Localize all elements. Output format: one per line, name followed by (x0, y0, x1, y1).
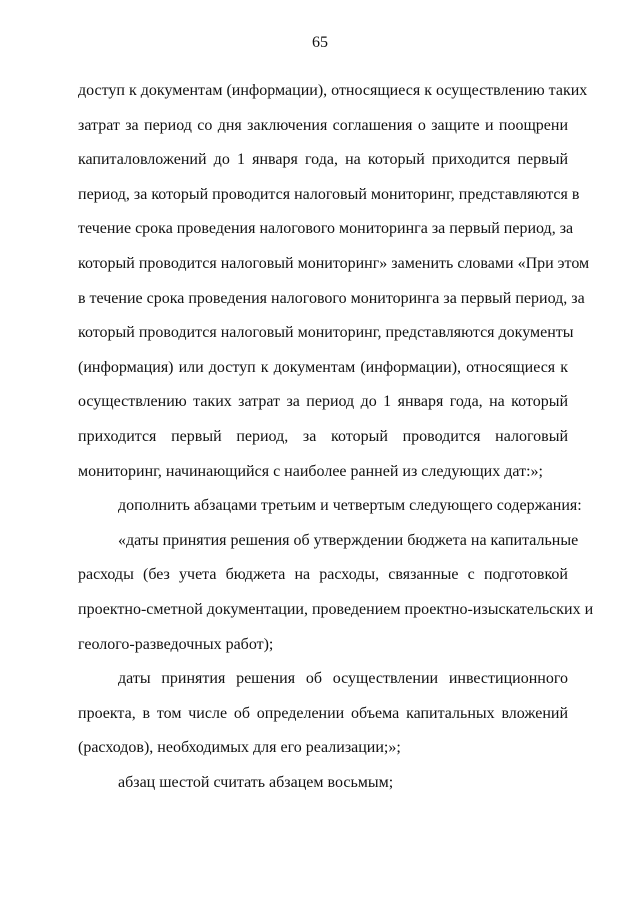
text-line: который проводится налоговый мониторинг, представляются документы (78, 324, 574, 342)
text-line: (информация) или доступ к документам (информации), относящиеся к (78, 358, 568, 376)
text-line: капиталовложений до 1 января года, на который приходится первый (78, 151, 568, 169)
text-line: осуществлению таких затрат за период до 1 января года, на который (78, 393, 568, 411)
text-line: доступ к документам (информации), относящиеся к осуществлению таких (78, 82, 588, 99)
text-line: течение срока проведения налогового мониторинга за первый период, за (78, 220, 574, 238)
text-line: абзац шестой считать абзацем восьмым; (118, 773, 394, 791)
text-line: расходы (без учета бюджета на расходы, связанные с подготовкой (78, 566, 568, 584)
paragraph-4 (78, 662, 568, 766)
text-line: приходится первый период, за который проводится налоговый (78, 427, 568, 445)
text-line: даты принятия решения об осуществлении инвестиционного (118, 670, 568, 688)
paragraph-5 (78, 766, 568, 801)
text-line: проектно-сметной документации, проведением проектно-изыскательских и (78, 600, 594, 618)
text-line: мониторинг, начинающийся с наиболее ранней из следующих дат:»; (78, 462, 543, 480)
text-line: период, за который проводится налоговый мониторинг, представляются в (78, 185, 580, 203)
text-line: (расходов), необходимых для его реализации;»; (78, 739, 401, 757)
text-line: затрат за период со дня заключения соглашения о защите и поощрени (78, 116, 568, 134)
paragraph-2 (78, 489, 582, 524)
document-body (78, 74, 594, 800)
text-line: который проводится налоговый мониторинг» заменить словами «При этом (78, 254, 590, 272)
paragraph-1 (78, 74, 590, 489)
page-number: 65 (312, 34, 328, 51)
text-line: в течение срока проведения налогового мониторинга за первый период, за (78, 289, 585, 307)
text-line: проекта, в том числе об определении объема капитальных вложений (78, 704, 568, 722)
text-line: геолого-разведочных работ); (78, 635, 274, 653)
text-line: «даты принятия решения об утверждении бюджета на капитальные (118, 531, 579, 549)
paragraph-3 (78, 524, 594, 662)
text-line: дополнить абзацами третьим и четвертым следующего содержания: (118, 497, 582, 515)
